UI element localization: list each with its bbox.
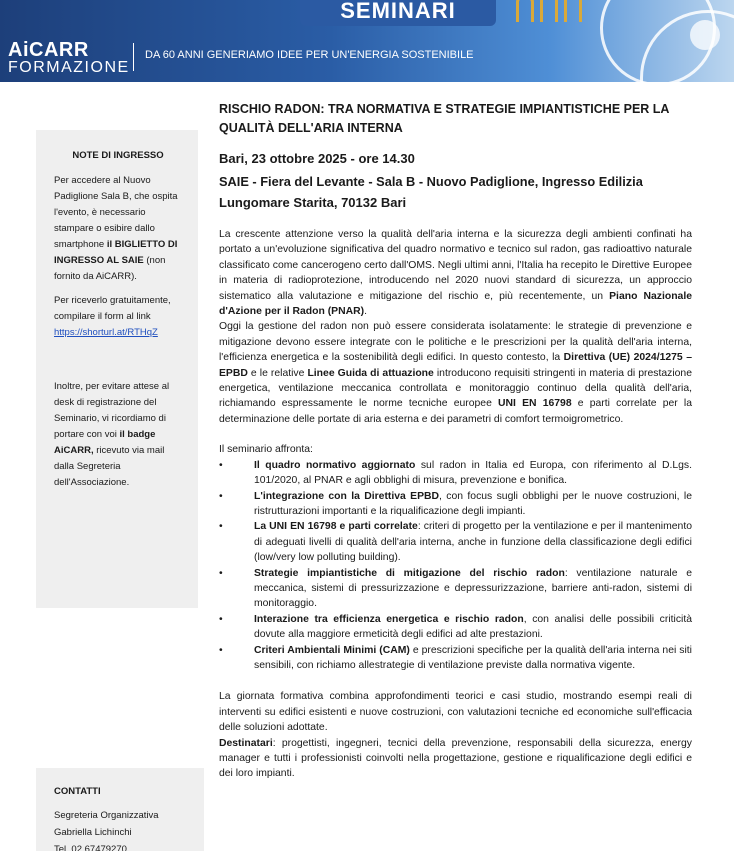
list-item: • Strategie impiantistiche di mitigazione del rischio radon: ventilazione naturale e meccanica, sistemi di pressurizzazione e depressurizzazione, barriere anti-radon, sistemi di monitoraggio. xyxy=(219,567,692,610)
bullet-icon: • xyxy=(219,521,223,533)
list-item: • La UNI EN 16798 e parti correlate: criteri di progetto per la ventilazione e per il mantenimento di adeguati livelli di qualità dell'aria interna, anche in funzione della classificazione degli edifici (low/very low polluting building). xyxy=(219,521,692,564)
person-icon xyxy=(690,20,720,50)
body-paragraph: La crescente attenzione verso la qualità dell'aria interna e la sicurezza degli ambienti confinati ha portato a un'evoluzione significativa del quadro normativo e tecnico sul radon, gas radioattivo naturale classificato come cancerogeno certo dall'OMS. Negli ultimi anni, l'Italia ha recepito le Direttive Europee in materia di radioprotezione, introducendo nel 2020 nuovi standard di sicurezza, un approccio sistematico alla valutazione e mitigazione del rischio e, più recentemente, un Piano Nazionale d'Azione per il Radon (PNAR). xyxy=(219,229,692,318)
topics-intro: Il seminario affronta: xyxy=(219,444,313,456)
sidebar-entry-notes xyxy=(36,130,198,608)
topics-list xyxy=(219,458,692,674)
list-item: • L'integrazione con la Direttiva EPBD, con focus sugli obblighi per le nuove costruzioni, le ristrutturazioni importanti e la riqualificazione degli impianti. xyxy=(219,490,692,517)
event-date: Bari, 23 ottobre 2025 - ore 14.30 xyxy=(219,151,415,166)
audience-paragraph: Destinatari: progettisti, ingegneri, tecnici della prevenzione, responsabili della sicurezza, energy manager e tutti i professionisti coinvolti nella progettazione, gestione e riqualificazione degli edifici e dei loro impianti. xyxy=(219,737,692,780)
list-item: • Interazione tra efficienza energetica e rischio radon, con analisi delle possibili criticità dovute alla maggiore ermeticità degli edifici ad alte prestazioni. xyxy=(219,613,693,641)
list-item: • Criteri Ambientali Minimi (CAM) e prescrizioni specifiche per la qualità dell'aria interna nei siti sensibili, con richiamo allestrategie di ventilazione previste dalla normativa vigente. xyxy=(219,644,692,671)
main-content xyxy=(219,100,692,782)
event-address: Lungomare Starita, 70132 Bari xyxy=(219,195,407,210)
event-title: RISCHIO RADON: TRA NORMATIVA E STRATEGIE IMPIANTISTICHE PER LA QUALITÀ DELL'ARIA INTERNA xyxy=(219,102,669,135)
bullet-icon: • xyxy=(219,490,223,502)
event-venue: SAIE - Fiera del Levante - Sala B - Nuovo Padiglione, Ingresso Edilizia xyxy=(219,174,643,189)
contact-line: Gabriella Lichinchi xyxy=(54,827,132,838)
aicarr-logo xyxy=(8,40,130,76)
logo-mark: AiCARR xyxy=(8,39,89,61)
entry-note-3: Inoltre, per evitare attese al desk di registrazione del Seminario, vi ricordiamo di portare con voi il badge AiCARR, ricevuto via mail dalla Segreteria dell'Associazione. xyxy=(54,381,170,488)
header-banner xyxy=(0,0,734,82)
sidebar-title: NOTE DI INGRESSO xyxy=(72,150,164,161)
entry-note-1: Per accedere al Nuovo Padiglione Sala B, che ospita l'evento, è necessario stampare o esibire dallo smartphone il BIGLIETTO DI INGRESSO AL SAIE (non fornito da AiCARR). xyxy=(54,175,178,282)
sidebar-contacts xyxy=(36,768,204,851)
bullet-icon: • xyxy=(219,613,223,625)
ticket-link[interactable]: https://shorturl.at/RTHqZ xyxy=(54,327,158,338)
bullet-icon: • xyxy=(219,644,223,656)
contact-line: Tel. 02 67479270 xyxy=(54,844,127,851)
divider xyxy=(133,43,134,71)
body-paragraph: La giornata formativa combina approfondimenti teorici e casi studio, mostrando esempi reali di interventi su edifici esistenti e nuove costruzioni, con valutazioni tecniche ed economiche sull'efficacia delle soluzioni adottate. xyxy=(219,691,692,734)
bullet-icon: • xyxy=(219,459,223,471)
contact-line: Segreteria Organizzativa xyxy=(54,810,159,821)
entry-note-2: Per riceverlo gratuitamente, compilare il form al link https://shorturl.at/RTHqZ xyxy=(54,295,171,338)
series-label: SEMINARI xyxy=(340,0,456,23)
body-paragraph: Oggi la gestione del radon non può essere considerata isolatamente: le strategie di prevenzione e mitigazione devono essere integrate con le politiche e le prescrizioni per la qualità dell'aria interna, l'efficienza energetica e la sostenibilità degli edifici. In questo contesto, la Direttiva (UE) 2024/1275 – EPBD e le relative Linee Guida di attuazione introducono requisiti stringenti in materia di prestazione energetica, ventilazione meccanica controllata e monitoraggio continuo della qualità dell'aria, richiamando espressamente le norme tecniche europee UNI EN 16798 e parti correlate per la determinazione delle portate di aria esterna e dei parametri di comfort termoigrometrico. xyxy=(219,321,693,425)
tagline: DA 60 ANNI GENERIAMO IDEE PER UN'ENERGIA SOSTENIBILE xyxy=(145,49,474,61)
contacts-title: CONTATTI xyxy=(54,786,101,797)
list-item: • Il quadro normativo aggiornato sul radon in Italia ed Europa, con riferimento al D.Lgs. 101/2020, al PNAR e agli obblighi di misura, prevenzione e bonifica. xyxy=(219,459,692,487)
bullet-icon: • xyxy=(219,567,223,579)
logo-sub: FORMAZIONE xyxy=(8,59,130,76)
